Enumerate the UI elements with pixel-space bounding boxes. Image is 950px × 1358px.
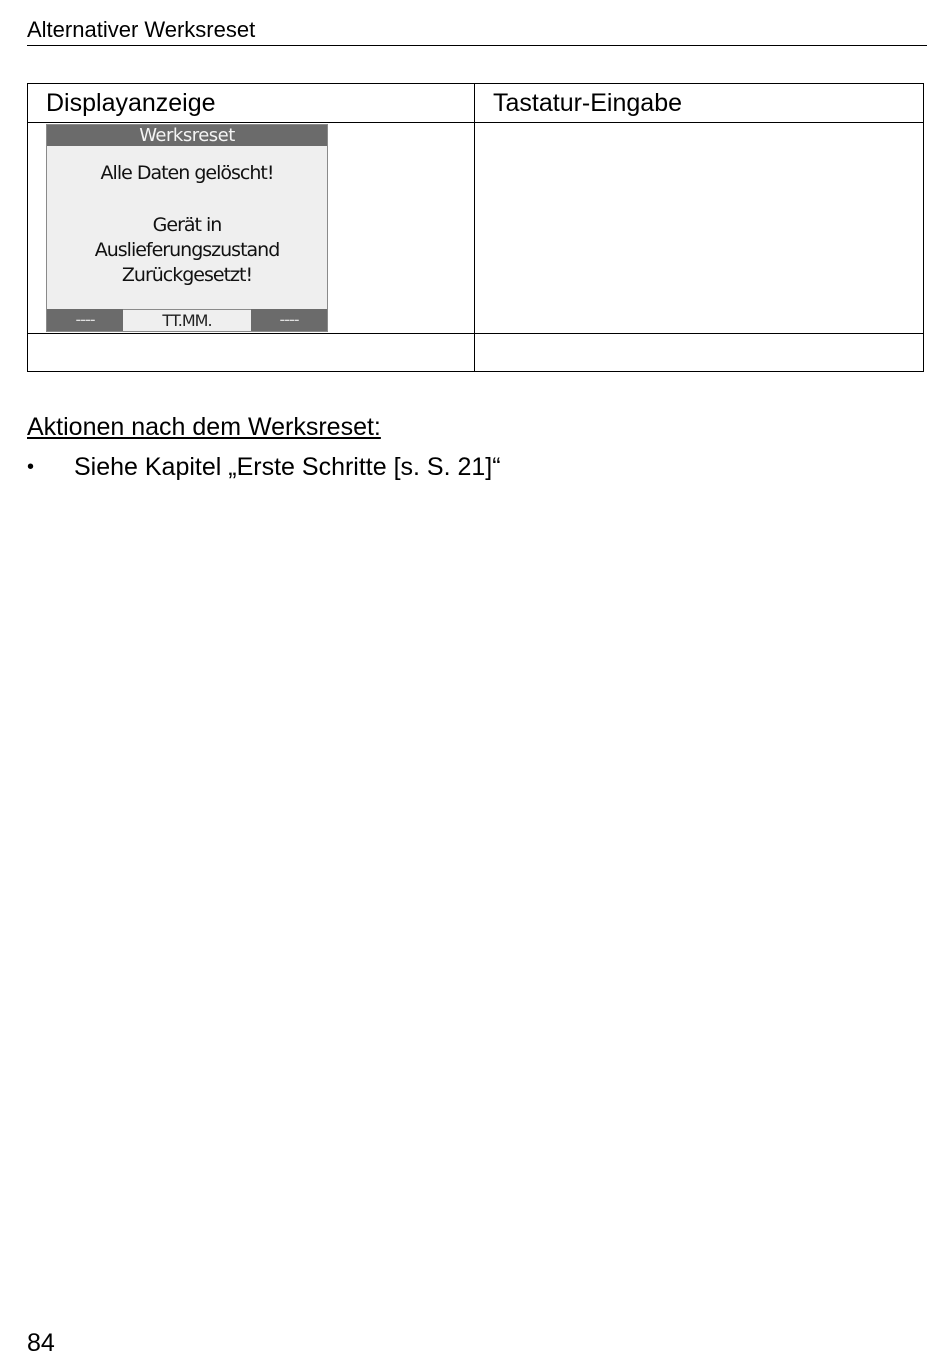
actions-heading: Aktionen nach dem Werksreset: [27,413,381,441]
keyboard-input-cell [475,123,924,334]
display-title-bar: Werksreset [47,125,327,146]
page-number: 84 [27,1329,55,1357]
display-line: Alle Daten gelöscht! [100,162,274,184]
bullet-icon: • [27,456,35,478]
empty-cell [28,334,475,372]
table-row [28,334,924,372]
column-header-keyboard: Tastatur-Eingabe [475,84,924,123]
table-header-row [28,84,924,123]
display-line: Zurückgesetzt! [121,264,253,286]
display-line: Auslieferungszustand [94,239,280,261]
display-keyboard-table [27,83,924,372]
list-item-text: Siehe Kapitel „Erste Schritte [s. S. 21]“ [74,453,501,481]
column-header-display: Displayanzeige [28,84,475,123]
header-title: Alternativer Werksreset [27,17,256,42]
actions-list [27,451,501,483]
softkey-right: ---- [251,309,327,331]
page-header [27,16,927,46]
empty-cell [475,334,924,372]
table-row [28,123,924,334]
softkey-left: ---- [47,309,123,331]
display-message [47,146,327,288]
phone-display-screenshot [46,124,328,332]
display-cell [28,123,475,334]
display-line: Gerät in [152,214,222,236]
list-item [27,451,501,483]
softkey-middle: TT.MM. [123,309,251,331]
display-softkey-bar [47,309,327,331]
